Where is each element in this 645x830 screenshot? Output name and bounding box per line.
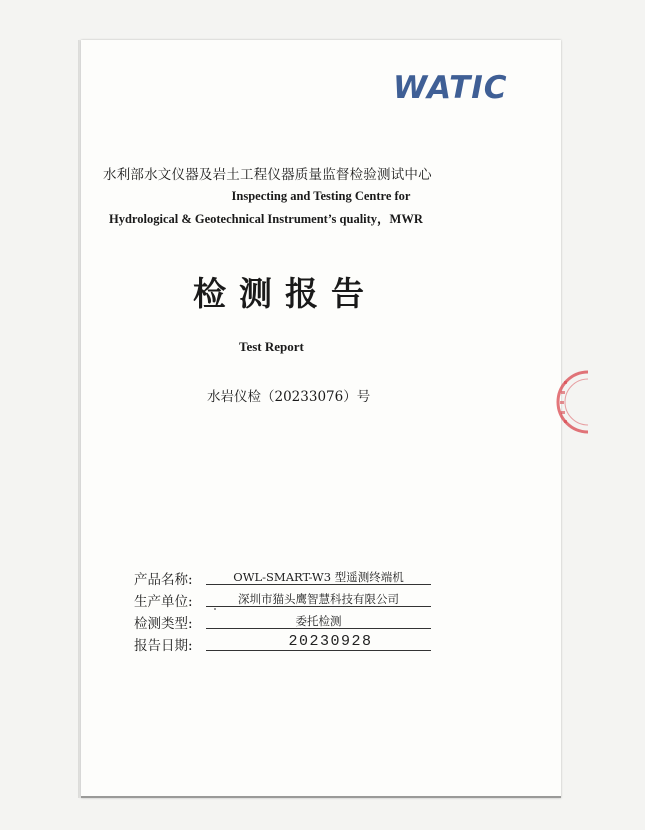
field-label: 检测类型: (134, 616, 193, 632)
page-bottom-edge (81, 796, 561, 798)
field-underline (206, 606, 431, 607)
field-report-date (134, 634, 444, 654)
field-label: 报告日期: (134, 638, 193, 654)
institution-name-en-line2: Hydrological & Geotechnical Instrument’s quality，MWR (109, 212, 423, 226)
report-number: 水岩仪检（20233076）号 (207, 389, 371, 405)
institution-name-zh: 水利部水文仪器及岩土工程仪器质量监督检验测试中心 (103, 167, 432, 183)
field-underline (206, 650, 431, 651)
report-title-zh: 检测报告 (193, 274, 377, 313)
red-seal-stamp (538, 367, 588, 437)
field-value: 深圳市猫头鹰智慧科技有限公司 (238, 592, 399, 606)
field-test-type (134, 612, 444, 632)
field-value: 委托检测 (295, 614, 342, 628)
field-manufacturer (134, 590, 444, 610)
institution-name-en-line1: Inspecting and Testing Centre for (231, 189, 411, 203)
report-title-en: Test Report (239, 339, 304, 354)
logo-text: WATIC (393, 70, 508, 102)
watic-logo (391, 70, 511, 102)
field-underline (206, 628, 431, 629)
field-product-name (134, 568, 444, 588)
field-label: 生产单位: (134, 594, 193, 610)
stray-mark (214, 608, 216, 610)
field-underline (206, 584, 431, 585)
report-cover-page (81, 40, 561, 798)
field-value-date: 20230928 (288, 633, 373, 650)
field-label: 产品名称: (134, 572, 193, 588)
field-value: OWL-SMART-W3 型遥测终端机 (233, 570, 404, 584)
